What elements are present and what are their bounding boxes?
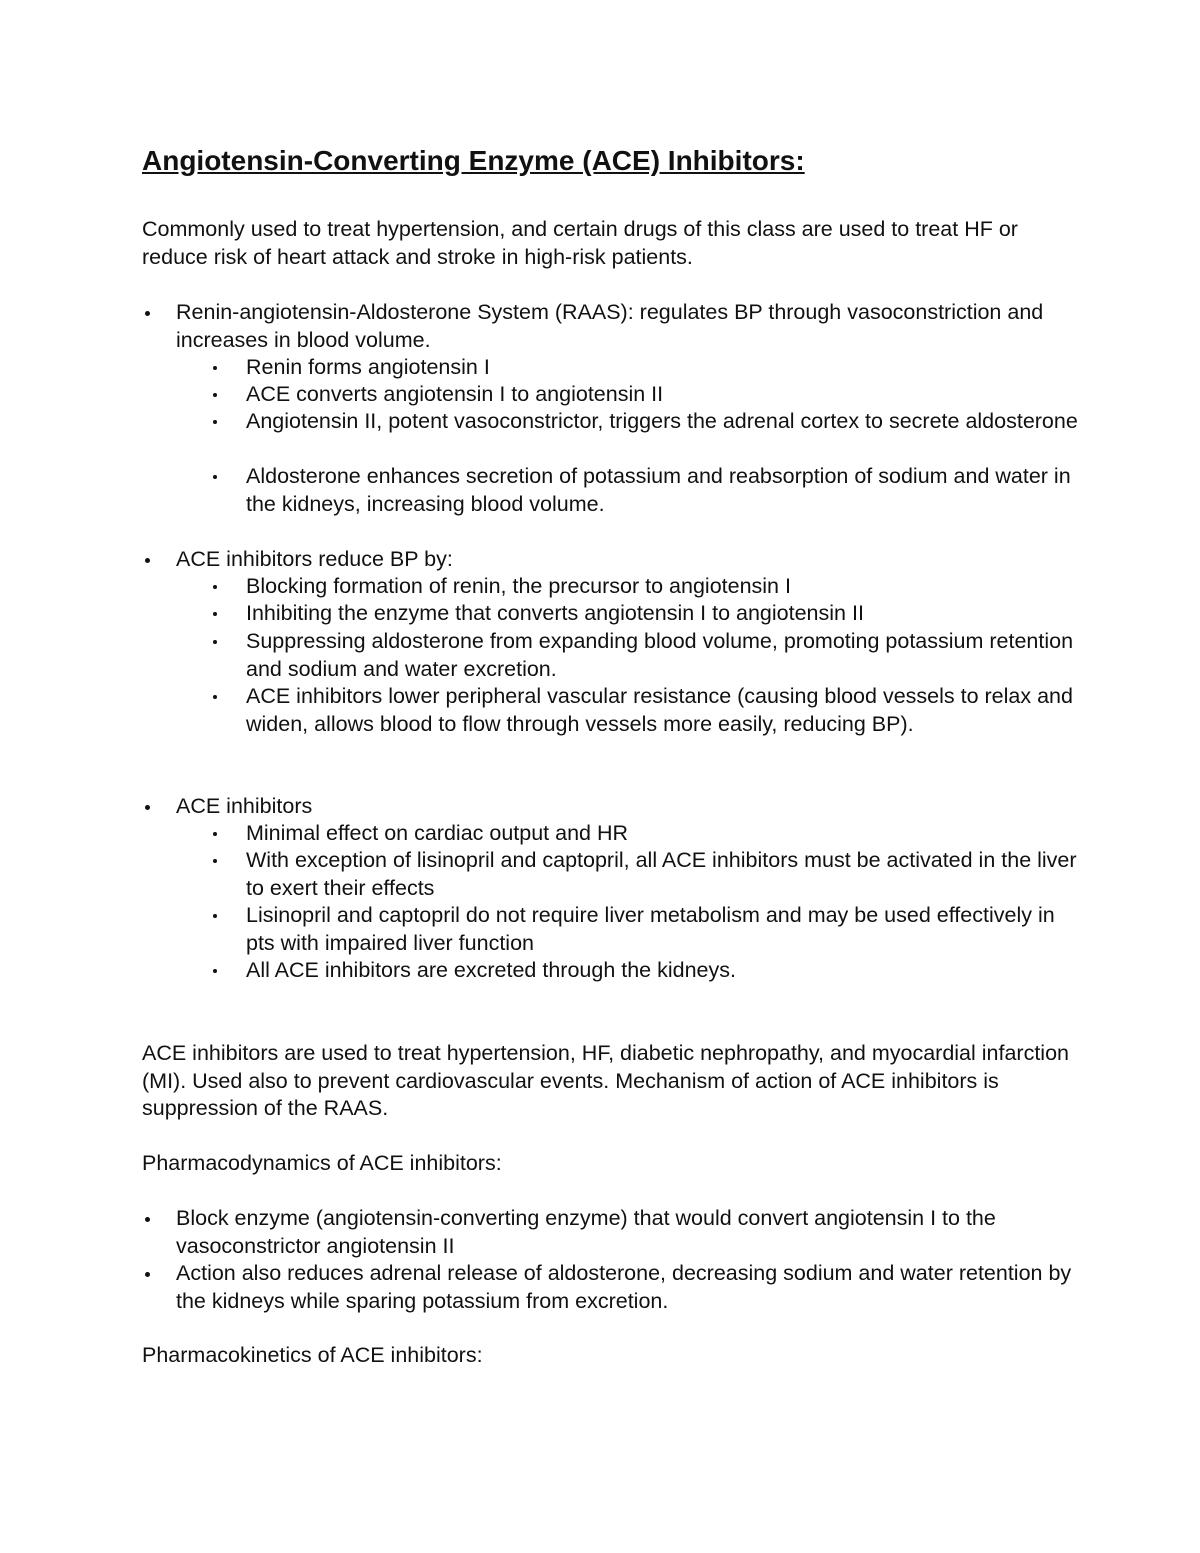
pharmacokinetics-heading: Pharmacokinetics of ACE inhibitors: [142, 1343, 483, 1367]
pharmacodynamics-bullet [142, 1205, 1072, 1260]
ace-bullet [142, 793, 1072, 821]
reduce-item-text: ACE inhibitors lower peripheral vascular resistance (causing blood vessels to relax and widen, allows blood to flow through vessels more easily, reducing BP). [246, 684, 1073, 736]
raas-item-text: ACE converts angiotensin I to angiotensin II [246, 382, 664, 406]
pharmacodynamics-heading: Pharmacodynamics of ACE inhibitors: [142, 1151, 502, 1175]
reduce-heading: ACE inhibitors reduce BP by: [176, 547, 453, 571]
reduce-item [210, 600, 1080, 628]
reduce-item-text: Blocking formation of renin, the precursor to angiotensin I [246, 574, 791, 598]
raas-item-text: Angiotensin II, potent vasoconstrictor, triggers the adrenal cortex to secrete aldosterone [246, 409, 1078, 433]
ace-heading: ACE inhibitors [176, 794, 313, 818]
reduce-item [210, 683, 1080, 738]
raas-item [210, 463, 1080, 518]
ace-item [210, 902, 1080, 957]
ace-item [210, 957, 1080, 985]
uses-paragraph: ACE inhibitors are used to treat hypertension, HF, diabetic nephropathy, and myocardial infarction (MI). Used also to prevent cardiovascular events. Mechanism of action of ACE inhibitors is suppression of the RAAS. [142, 1041, 1069, 1120]
ace-item-text: Minimal effect on cardiac output and HR [246, 821, 629, 845]
raas-heading: Renin-angiotensin-Aldosterone System (RAAS): regulates BP through vasoconstriction and increases in blood volume. [176, 300, 1044, 352]
reduce-item [210, 628, 1080, 683]
reduce-item-text: Inhibiting the enzyme that converts angiotensin I to angiotensin II [246, 601, 864, 625]
raas-item [210, 354, 1080, 382]
raas-item [210, 408, 1080, 436]
raas-item-text: Renin forms angiotensin I [246, 355, 490, 379]
raas-item-text: Aldosterone enhances secretion of potassium and reabsorption of sodium and water in the kidneys, increasing blood volume. [246, 464, 1071, 516]
pharmacodynamics-item-text: Block enzyme (angiotensin-converting enzyme) that would convert angiotensin I to the vasoconstrictor angiotensin II [176, 1206, 996, 1258]
pharmacodynamics-item-text: Action also reduces adrenal release of aldosterone, decreasing sodium and water retention by the kidneys while sparing potassium from excretion. [176, 1261, 1072, 1313]
reduce-bullet [142, 546, 1072, 574]
reduce-item-text: Suppressing aldosterone from expanding blood volume, promoting potassium retention and sodium and water excretion. [246, 629, 1074, 681]
ace-item-text: With exception of lisinopril and captopril, all ACE inhibitors must be activated in the liver to exert their effects [246, 848, 1077, 900]
ace-item-text: All ACE inhibitors are excreted through the kidneys. [246, 958, 736, 982]
ace-item-text: Lisinopril and captopril do not require liver metabolism and may be used effectively in pts with impaired liver function [246, 903, 1055, 955]
raas-item [210, 381, 1080, 409]
intro-paragraph: Commonly used to treat hypertension, and certain drugs of this class are used to treat HF or reduce risk of heart attack and stroke in high-risk patients. [142, 217, 1018, 269]
pharmacodynamics-bullet [142, 1260, 1072, 1315]
ace-item [210, 820, 1080, 848]
ace-item [210, 847, 1080, 902]
reduce-item [210, 573, 1080, 601]
raas-bullet [142, 299, 1072, 354]
page-title: Angiotensin-Converting Enzyme (ACE) Inhibitors: [142, 145, 805, 176]
